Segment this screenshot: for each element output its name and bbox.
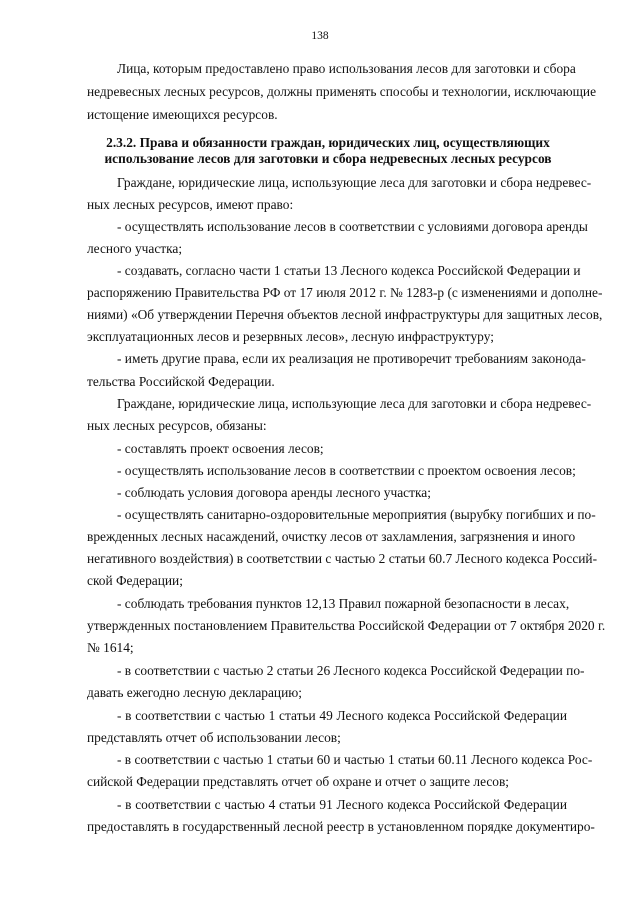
paragraph-line: тельства Российской Федерации. bbox=[87, 374, 275, 389]
list-item: - в соответствии с частью 2 статьи 26 Лесного кодекса Российской Федерации по- bbox=[117, 663, 585, 678]
list-item: - составлять проект освоения лесов; bbox=[117, 441, 324, 456]
paragraph-line: недревесных лесных ресурсов, должны применять способы и технологии, исключающие bbox=[87, 84, 597, 99]
list-item: - создавать, согласно части 1 статьи 13 Лесного кодекса Российской Федерации и bbox=[117, 263, 581, 278]
paragraph-line: врежденных лесных насаждений, очистку лесов от захламления, загрязнения и иного bbox=[87, 529, 576, 544]
paragraph-line: давать ежегодно лесную декларацию; bbox=[87, 685, 302, 700]
paragraph-line: истощение имеющихся ресурсов. bbox=[87, 107, 278, 122]
paragraph-line: негативного воздействия) в соответствии с частью 2 статьи 60.7 Лесного кодекса Россий- bbox=[87, 551, 598, 566]
section-heading: использование лесов для заготовки и сбора недревесных лесных ресурсов bbox=[104, 151, 552, 166]
paragraph-line: утвержденных постановлением Правительства Российской Федерации от 7 октября 2020 г. bbox=[87, 618, 606, 633]
paragraph-line: ных лесных ресурсов, имеют право: bbox=[87, 197, 294, 212]
list-item: - соблюдать условия договора аренды лесного участка; bbox=[117, 485, 431, 500]
section-heading: 2.3.2. Права и обязанности граждан, юридических лиц, осуществляющих bbox=[106, 135, 550, 150]
paragraph-line: Лица, которым предоставлено право использования лесов для заготовки и сбора bbox=[117, 61, 576, 76]
paragraph-line: Граждане, юридические лица, использующие леса для заготовки и сбора недревес- bbox=[117, 175, 592, 190]
paragraph-line: ных лесных ресурсов, обязаны: bbox=[87, 418, 267, 433]
paragraph-line: Граждане, юридические лица, использующие леса для заготовки и сбора недревес- bbox=[117, 396, 592, 411]
list-item: - осуществлять использование лесов в соответствии с условиями договора аренды bbox=[117, 219, 588, 234]
paragraph-line: предоставлять в государственный лесной реестр в установленном порядке документиро- bbox=[87, 819, 595, 834]
paragraph-line: № 1614; bbox=[87, 640, 134, 655]
list-item: - в соответствии с частью 4 статьи 91 Лесного кодекса Российской Федерации bbox=[117, 797, 567, 812]
paragraph-line: лесного участка; bbox=[87, 241, 183, 256]
list-item: - соблюдать требования пунктов 12,13 Правил пожарной безопасности в лесах, bbox=[117, 596, 570, 611]
paragraph-line: ниями) «Об утверждении Перечня объектов лесной инфраструктуры для защитных лесов, bbox=[87, 307, 603, 322]
page-number: 138 bbox=[311, 30, 329, 42]
paragraph-line: распоряжению Правительства РФ от 17 июля 2012 г. № 1283-р (с изменениями и дополне- bbox=[87, 285, 603, 300]
list-item: - в соответствии с частью 1 статьи 60 и частью 1 статьи 60.11 Лесного кодекса Рос- bbox=[117, 752, 593, 767]
paragraph-line: ской Федерации; bbox=[87, 573, 183, 588]
paragraph-line: сийской Федерации представлять отчет об охране и отчет о защите лесов; bbox=[87, 774, 510, 789]
paragraph-line: эксплуатационных лесов и резервных лесов», лесную инфраструктуру; bbox=[87, 329, 494, 344]
paragraph-line: представлять отчет об использовании лесов; bbox=[87, 730, 341, 745]
list-item: - в соответствии с частью 1 статьи 49 Лесного кодекса Российской Федерации bbox=[117, 708, 567, 723]
list-item: - иметь другие права, если их реализация не противоречит требованиям законода- bbox=[117, 351, 586, 366]
list-item: - осуществлять санитарно-оздоровительные мероприятия (вырубку погибших и по- bbox=[117, 507, 596, 522]
list-item: - осуществлять использование лесов в соответствии с проектом освоения лесов; bbox=[117, 463, 576, 478]
